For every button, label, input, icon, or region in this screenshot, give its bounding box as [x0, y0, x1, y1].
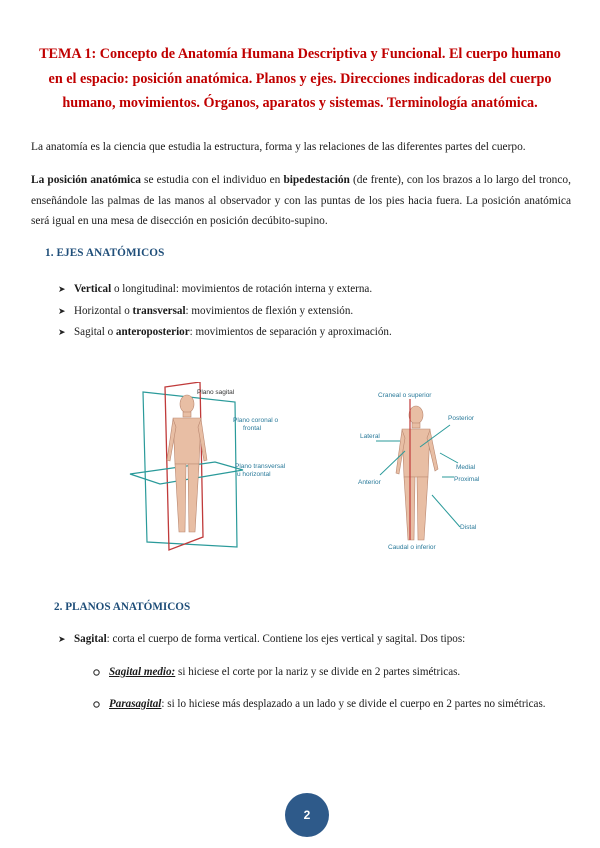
label-lateral: Lateral: [360, 433, 380, 440]
item-text: si hiciese el corte por la nariz y se divide en 2 partes simétricas.: [175, 666, 461, 678]
label-anterior: Anterior: [358, 479, 381, 486]
section-heading-planos: 2. PLANOS ANATÓMICOS: [54, 601, 191, 613]
list-item: [92, 698, 546, 710]
item-text: : si lo hiciese más desplazado a un lado y se divide el cuerpo en 2 partes no simétricas.: [161, 698, 546, 710]
document-title: [30, 42, 570, 116]
item-term: Sagital: [74, 633, 107, 645]
list-item: [58, 301, 353, 321]
title-line-2: en el espacio: posición anatómica. Planos y ejes. Direcciones indicadoras del cuerpo: [48, 70, 552, 87]
list-item: [92, 666, 460, 678]
label-medial: Medial: [456, 464, 476, 471]
body-silhouette: [396, 406, 438, 540]
item-text: Sagital o: [74, 326, 116, 338]
item-term: Parasagital: [109, 698, 162, 710]
label-plano-coronal-2: frontal: [243, 425, 262, 432]
label-plano-transversal-1: Plano transversal: [235, 463, 286, 470]
label-caudal: Caudal o inferior: [388, 544, 436, 551]
label-plano-sagital: Plano sagital: [197, 389, 235, 396]
label-plano-coronal-1: Plano coronal o: [233, 417, 279, 424]
label-proximal: Proximal: [454, 476, 480, 483]
title-line-1: TEMA 1: Concepto de Anatomía Humana Descriptiva y Funcional. El cuerpo humano: [39, 46, 561, 62]
title-line-3: humano, movimientos. Órganos, aparatos y sistemas. Terminología anatómica.: [62, 95, 538, 111]
label-craneal: Craneal o superior: [378, 392, 432, 399]
arrow-bullet-icon: ➤: [58, 284, 66, 294]
label-plano-transversal-2: u horizontal: [237, 471, 271, 478]
circle-bullet-icon: [92, 668, 101, 677]
list-item: [58, 322, 392, 342]
page-number-badge: 2: [285, 793, 329, 837]
item-text: : corta el cuerpo de forma vertical. Contiene los ejes vertical y sagital. Dos tipos:: [106, 633, 466, 645]
transverse-plane-shape: [130, 462, 243, 484]
item-term: Vertical: [74, 283, 112, 295]
arrow-bullet-icon: ➤: [58, 327, 66, 337]
bipedestacion-term: bipedestación: [283, 174, 350, 186]
list-item: [58, 629, 465, 649]
position-paragraph: [31, 170, 571, 232]
intro-paragraph: La anatomía es la ciencia que estudia la estructura, forma y las relaciones de las diferentes partes del cuerpo.: [31, 141, 526, 153]
item-term: Sagital medio:: [109, 666, 176, 678]
item-term: transversal: [132, 305, 186, 317]
list-item: [58, 279, 372, 299]
position-term: La posición anatómica: [31, 174, 141, 186]
arrow-bullet-icon: ➤: [58, 306, 66, 316]
circle-bullet-icon: [92, 700, 101, 709]
directional-terms-figure: [350, 385, 500, 555]
item-text: Horizontal o: [74, 305, 133, 317]
position-text-1: se estudia con el individuo en: [140, 174, 284, 186]
label-distal: Distal: [460, 524, 477, 531]
label-posterior: Posterior: [448, 415, 475, 422]
position-text-2: (de frente), con los brazos a lo largo del tronco, enseñándole las palmas de las manos al observador y con las puntas de los pies hacia fuera. La posición anatómica será igual en una mesa de disección en posición decúbito-supino.: [31, 174, 571, 227]
item-text: : movimientos de flexión y extensión.: [185, 305, 354, 317]
item-term: anteroposterior: [115, 326, 190, 338]
item-text: : movimientos de separación y aproximación.: [189, 326, 392, 338]
arrow-bullet-icon: ➤: [58, 634, 66, 644]
item-text: o longitudinal: movimientos de rotación interna y externa.: [111, 283, 373, 295]
section-heading-ejes: 1. EJES ANATÓMICOS: [45, 247, 165, 259]
anatomical-planes-figure: [125, 382, 325, 552]
